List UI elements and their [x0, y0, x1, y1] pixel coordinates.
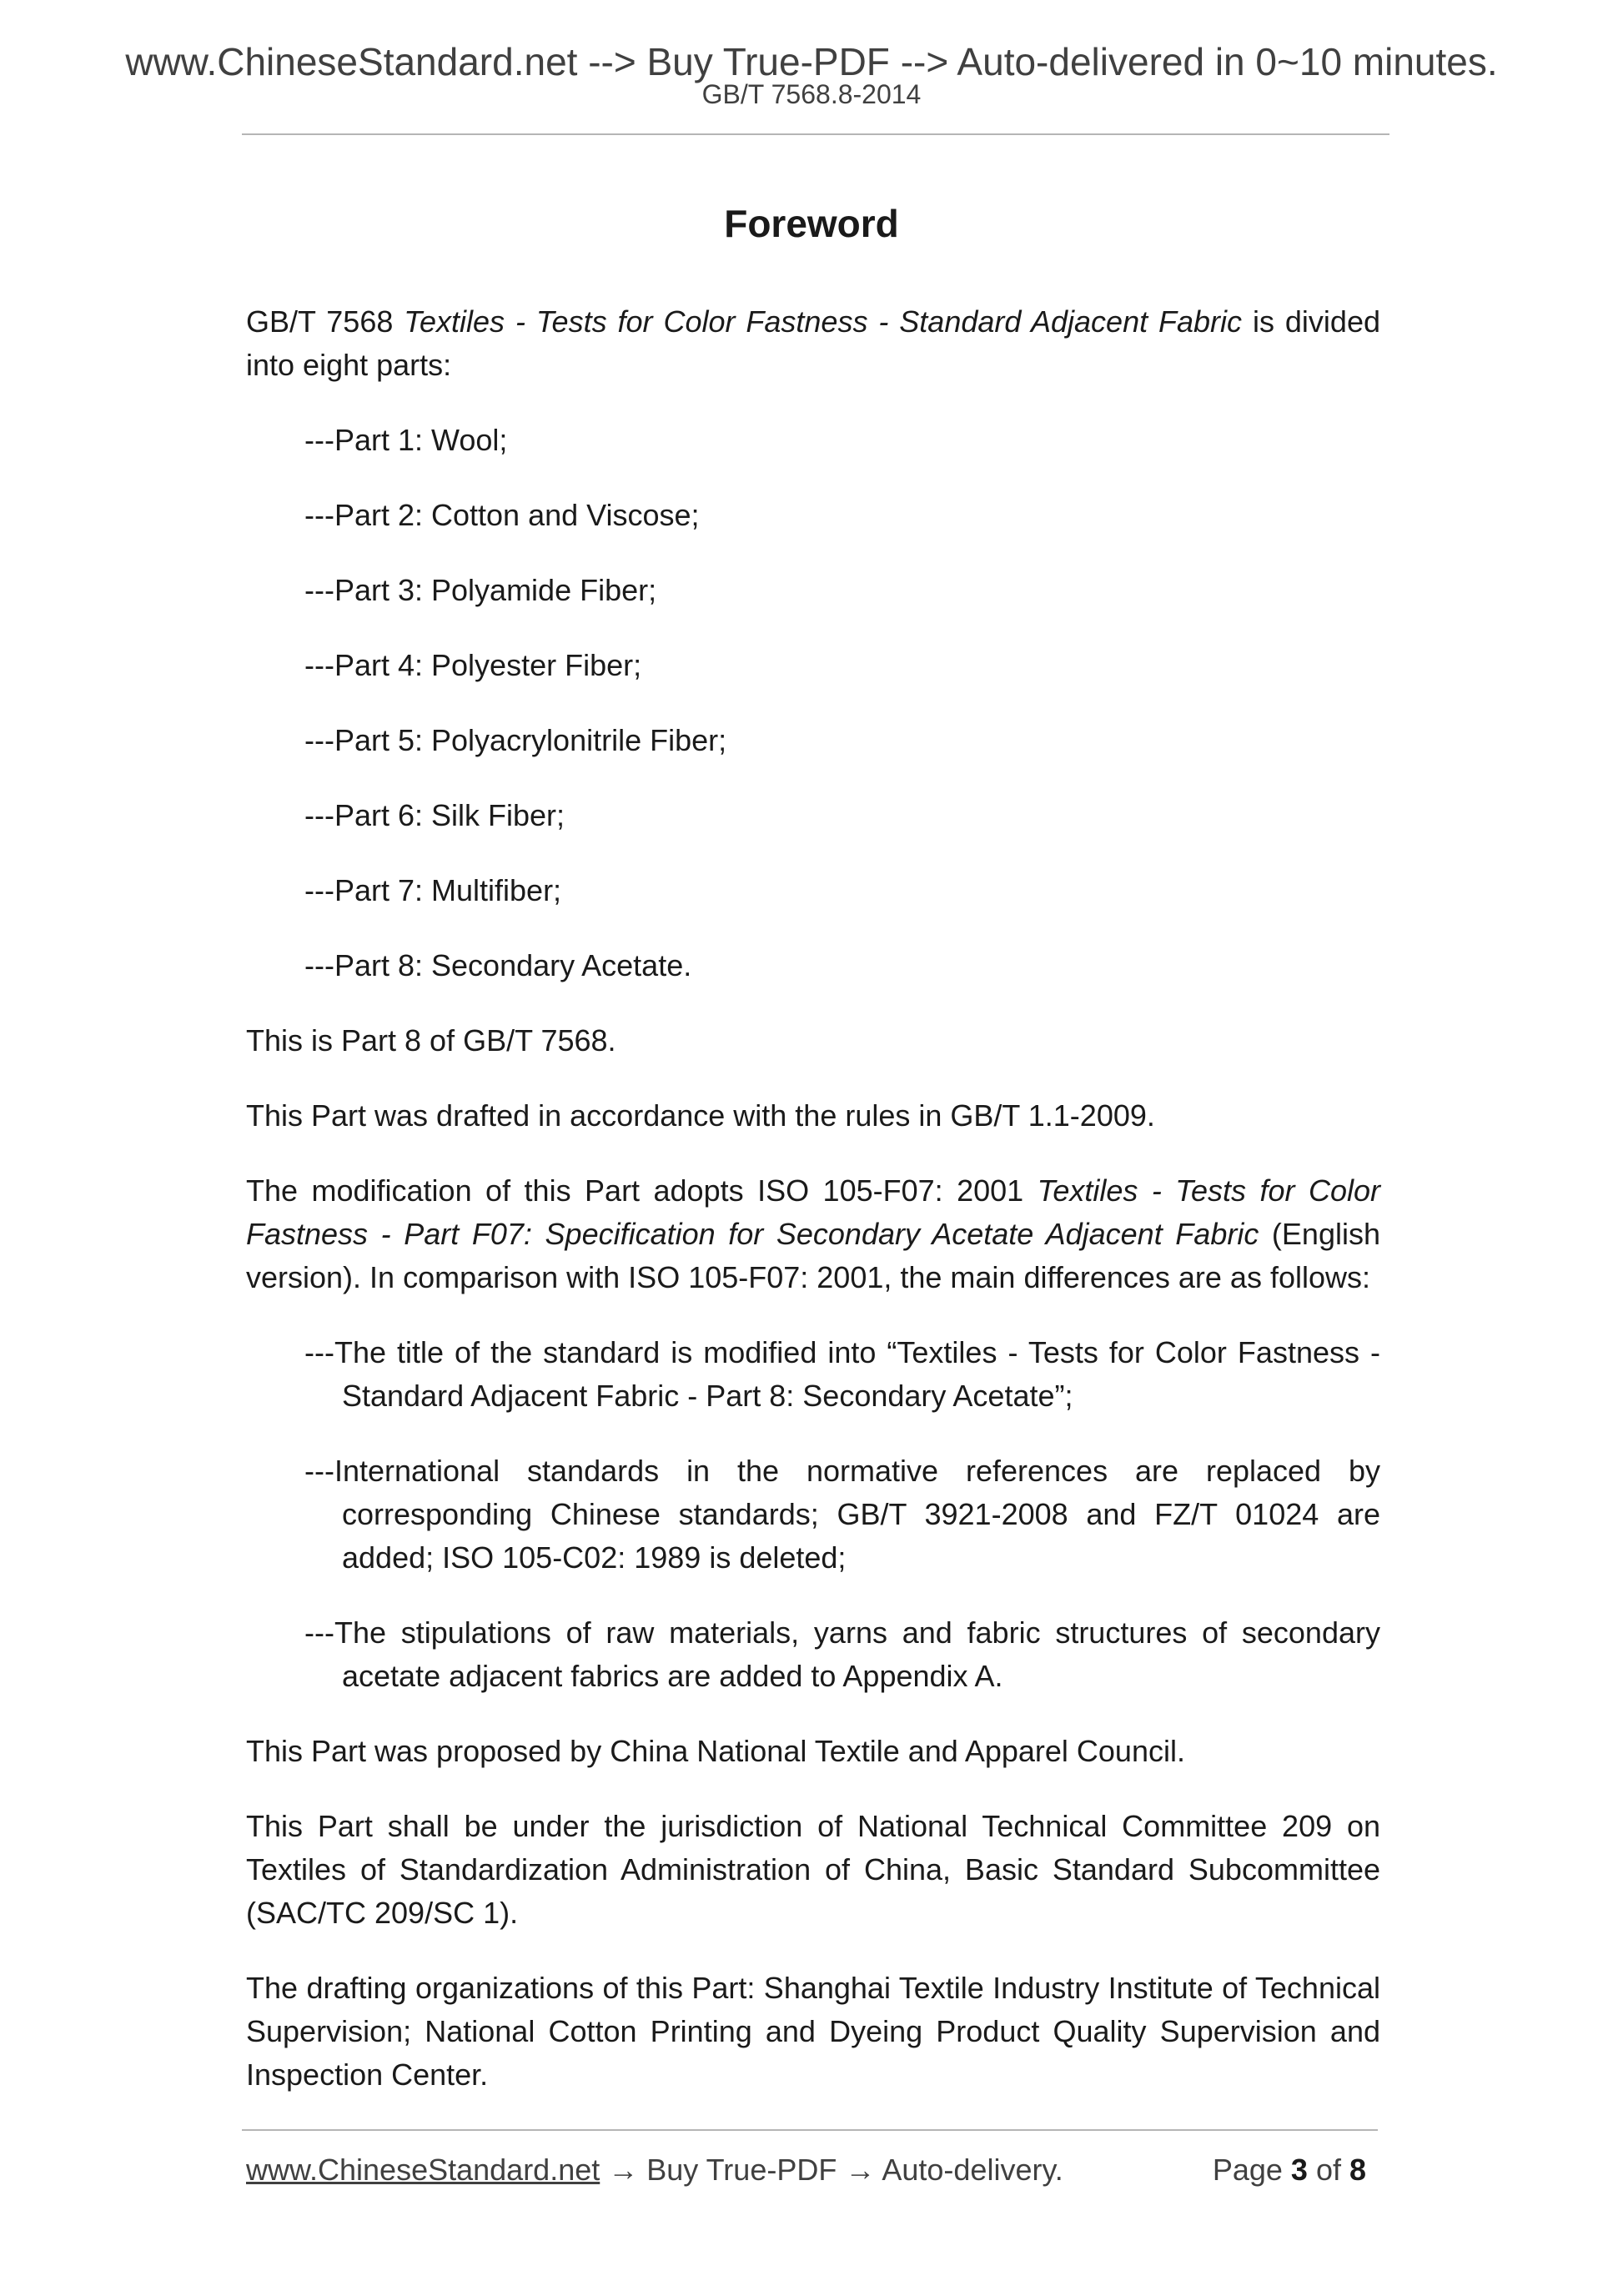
difference-item-1: ---The title of the standard is modified into “Textiles - Tests for Color Fastness - Standard Adjacent Fabric - Part 8: Secondary Acetate”;: [304, 1335, 1380, 1413]
drafting-orgs-paragraph: The drafting organizations of this Part: Shanghai Textile Industry Institute of Technical Supervision; National Cotton Printing and Dyeing Product Quality Supervision and Inspection Center.: [246, 1971, 1380, 2092]
footer-divider: [242, 2129, 1378, 2131]
footer-promo: [246, 2149, 1063, 2191]
footer-buy-text: Buy True-PDF: [646, 2153, 837, 2187]
arrow-right-icon: →: [600, 2153, 647, 2187]
drafted-rules-paragraph: This Part was drafted in accordance with the rules in GB/T 1.1-2009.: [246, 1098, 1155, 1133]
page-title: Foreword: [724, 202, 899, 245]
footer-site-link[interactable]: www.ChineseStandard.net: [246, 2153, 600, 2187]
document-body: [246, 300, 1380, 2097]
standard-code: GB/T 7568.8-2014: [701, 79, 922, 109]
iso-title: Textiles - Tests for Color Fastness - Part F07: Specification for Secondary Acetate Adjacent Fabric: [246, 1173, 1380, 1251]
jurisdiction-paragraph: This Part shall be under the jurisdiction of National Technical Committee 209 on Textiles of Standardization Administration of China, Basic Standard Subcommittee (SAC/TC 209/SC 1).: [246, 1809, 1380, 1930]
list-item-part-6: ---Part 6: Silk Fiber;: [304, 798, 565, 832]
difference-item-3: ---The stipulations of raw materials, yarns and fabric structures of secondary acetate adjacent fabrics are added to Appendix A.: [304, 1615, 1380, 1693]
standard-title: Textiles - Tests for Color Fastness - Standard Adjacent Fabric: [404, 304, 1243, 339]
total-pages: 8: [1349, 2153, 1366, 2187]
intro-paragraph: GB/T 7568 Textiles - Tests for Color Fastness - Standard Adjacent Fabric is divided into eight parts:: [246, 304, 1380, 382]
list-item-part-7: ---Part 7: Multifiber;: [304, 873, 562, 907]
proposed-by-paragraph: This Part was proposed by China National Textile and Apparel Council.: [246, 1734, 1185, 1768]
arrow-right-icon: →: [837, 2153, 882, 2187]
list-item-part-5: ---Part 5: Polyacrylonitrile Fiber;: [304, 723, 727, 757]
footer-delivery-text: Auto-delivery.: [882, 2153, 1063, 2187]
difference-item-2: ---International standards in the normative references are replaced by corresponding Chinese standards; GB/T 3921-2008 and FZ/T 01024 are added; ISO 105-C02: 1989 is deleted;: [304, 1454, 1380, 1575]
page-indicator: Page 3 of 8: [1212, 2153, 1366, 2187]
list-item-part-3: ---Part 3: Polyamide Fiber;: [304, 573, 657, 607]
current-page: 3: [1290, 2153, 1308, 2187]
list-item-part-2: ---Part 2: Cotton and Viscose;: [304, 498, 700, 532]
modification-paragraph: The modification of this Part adopts ISO 105-F07: 2001 Textiles - Tests for Color Fastness - Part F07: Specification for Secondary Acetate Adjacent Fabric (English version). In comparison with ISO 105-F07: 2001, the main differences are as follows:: [246, 1173, 1380, 1294]
list-item-part-1: ---Part 1: Wool;: [304, 423, 508, 457]
list-item-part-4: ---Part 4: Polyester Fiber;: [304, 648, 642, 682]
site-banner: www.ChineseStandard.net --> Buy True-PDF --> Auto-delivered in 0~10 minutes.: [125, 40, 1498, 83]
header-divider: [242, 133, 1389, 135]
this-part-paragraph: This is Part 8 of GB/T 7568.: [246, 1023, 616, 1058]
list-item-part-8: ---Part 8: Secondary Acetate.: [304, 948, 692, 982]
